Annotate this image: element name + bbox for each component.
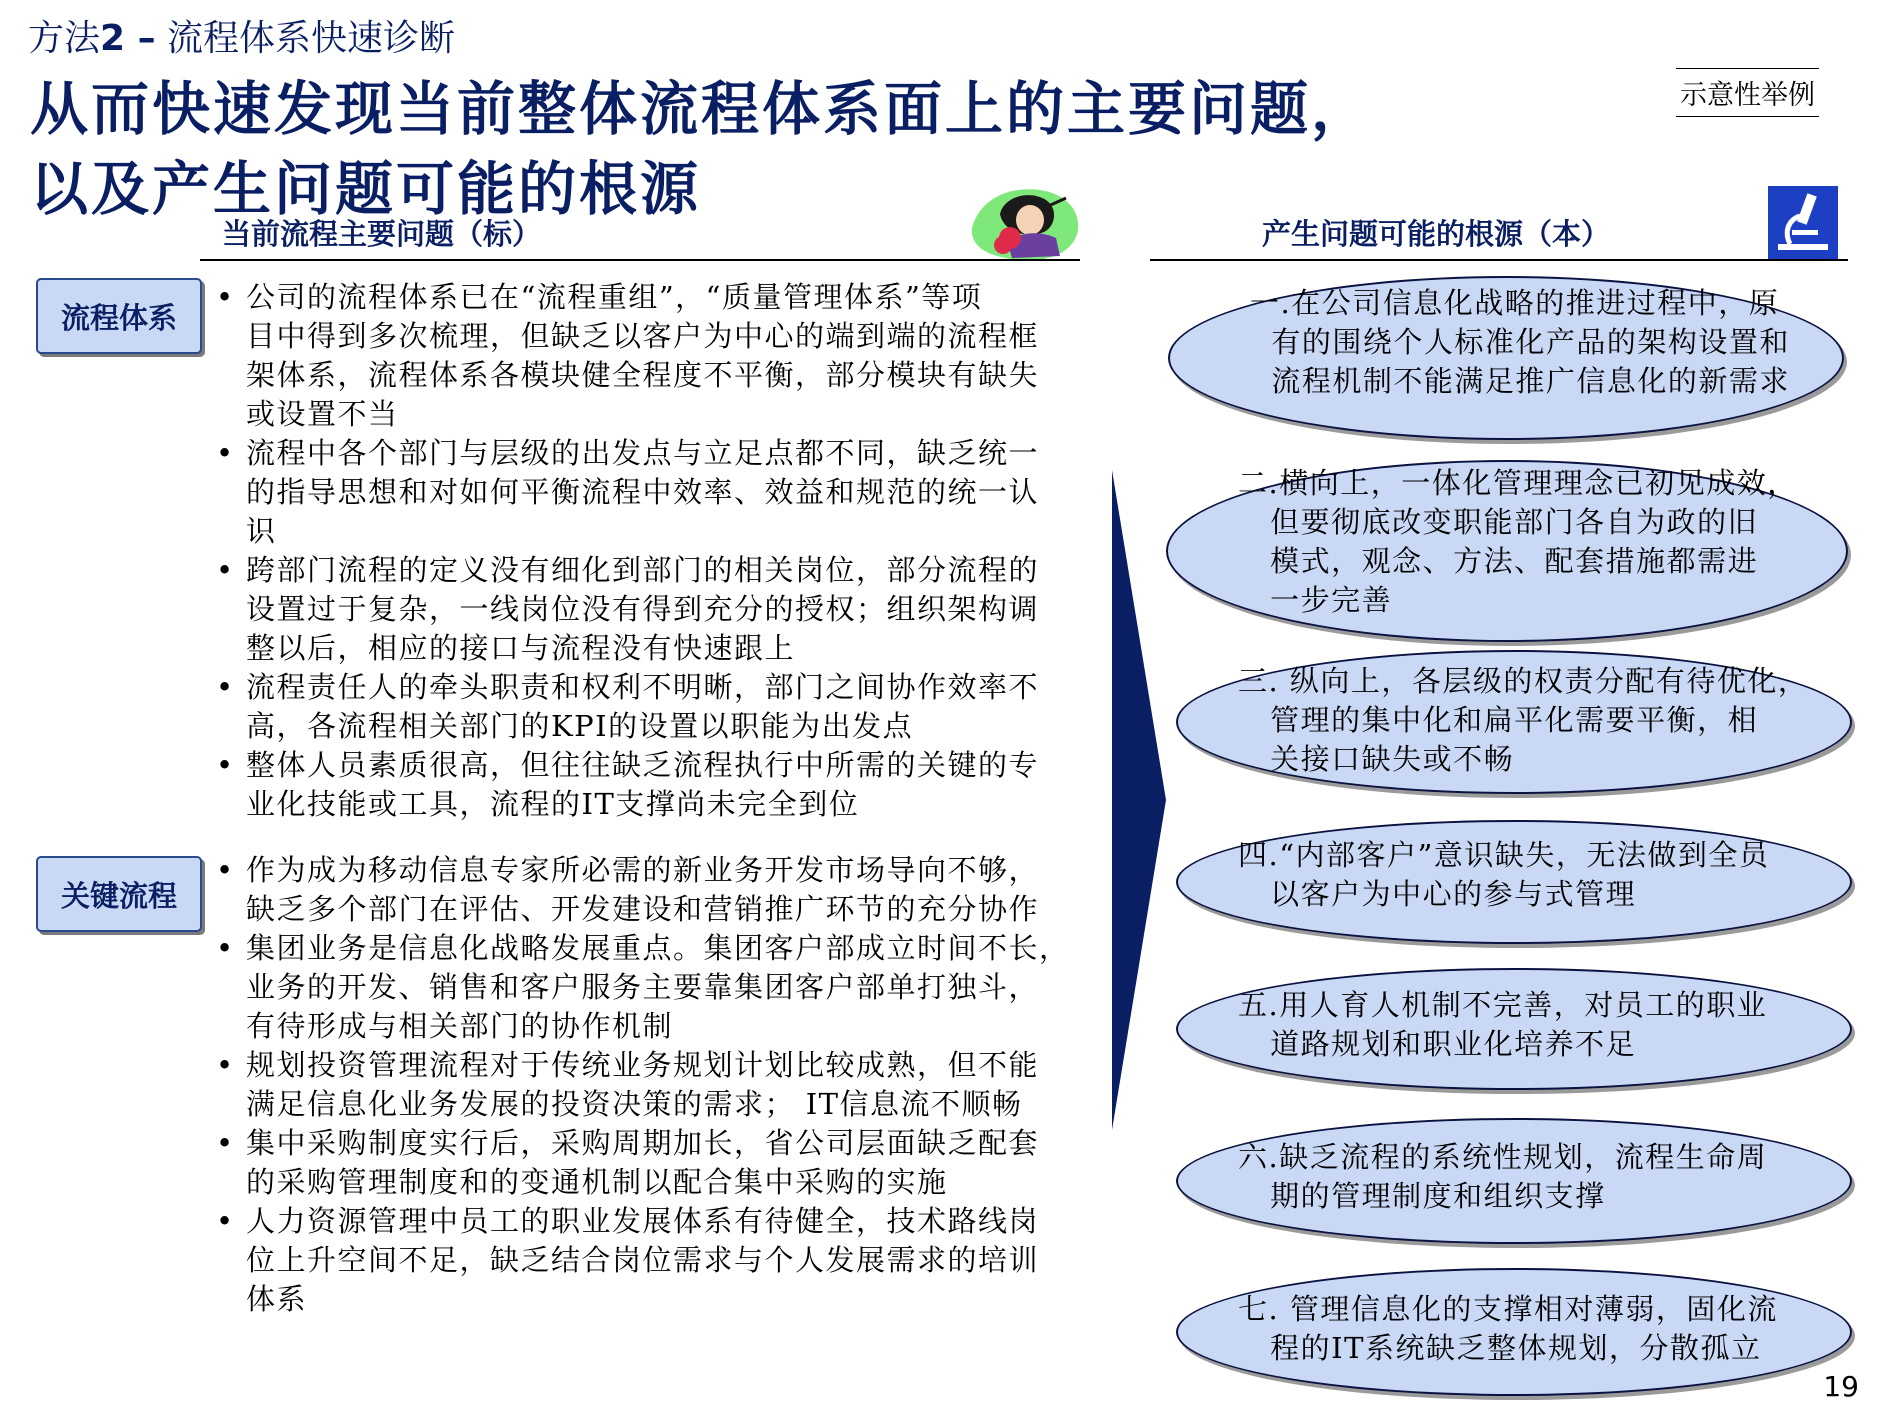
bullet-item: • 人力资源管理中员工的职业发展体系有待健全，技术路线岗 位上升空间不足，缺乏结合岗位需求与个人发展需求的培训 体系 <box>208 1202 1108 1319</box>
right-arrow-chevron <box>1110 470 1170 1130</box>
bullet-item: • 集团业务是信息化战略发展重点。集团客户部成立时间不长， 业务的开发、销售和客户服务主要靠集团客户部单打独斗， 有待形成与相关部门的协作机制 <box>208 929 1108 1046</box>
key-process-bullets <box>208 851 1108 1319</box>
cause-text-3: 三. 纵向上，各层级的权责分配有待优化， 管理的集中化和扁平化需要平衡，相 关接口缺失或不畅 <box>1238 664 1809 776</box>
cause-text-4: 四.“内部客户”意识缺失，无法做到全员 以客户为中心的参与式管理 <box>1238 838 1770 911</box>
bullet-item: • 公司的流程体系已在“流程重组”，“质量管理体系”等项 目中得到多次梳理，但缺乏以客户为中心的端到端的流程框 架体系，流程体系各模块健全程度不平衡，部分模块有缺失 或设置不当 <box>208 278 1108 434</box>
microscope-icon <box>1768 186 1838 260</box>
illustrative-example-badge: 示意性举例 <box>1676 68 1819 117</box>
right-heading-underline <box>1150 259 1848 261</box>
bullet-item: • 集中采购制度实行后，采购周期加长，省公司层面缺乏配套 的采购管理制度和的变通机制以配合集中采购的实施 <box>208 1124 1108 1202</box>
bullet-item: • 流程中各个部门与层级的出发点与立足点都不同，缺乏统一 的指导思想和对如何平衡流程中效率、效益和规范的统一认 识 <box>208 434 1108 551</box>
current-problems-heading: 当前流程主要问题（标） <box>222 217 542 251</box>
page-title-line-2: 以及产生问题可能的根源 <box>30 155 702 223</box>
bullet-item: • 整体人员素质很高，但往往缺乏流程执行中所需的关键的专 业化技能或工具，流程的IT支撑尚未完全到位 <box>208 746 1108 824</box>
section-label-key-processes: 关键流程 <box>36 856 202 932</box>
root-causes-heading: 产生问题可能的根源（本） <box>1262 217 1611 251</box>
page-title-line-1: 从而快速发现当前整体流程体系面上的主要问题， <box>30 75 1373 143</box>
cause-text-6: 六.缺乏流程的系统性规划，流程生命周 期的管理制度和组织支撑 <box>1238 1140 1768 1213</box>
bullet-item: • 流程责任人的牵头职责和权利不明晰，部门之间协作效率不 高，各流程相关部门的KPI的设置以职能为出发点 <box>208 668 1108 746</box>
bullet-item: • 跨部门流程的定义没有细化到部门的相关岗位，部分流程的 设置过于复杂，一线岗位没有得到充分的授权；组织架构调 整以后，相应的接口与流程没有快速跟上 <box>208 551 1108 668</box>
bullet-item: • 作为成为移动信息专家所必需的新业务开发市场导向不够， 缺乏多个部门在评估、开发建设和营销推广环节的充分协作 <box>208 851 1108 929</box>
process-system-bullets <box>208 278 1108 824</box>
cause-text-7: 七. 管理信息化的支撑相对薄弱，固化流 程的IT系统缺乏整体规划，分散孤立 <box>1238 1292 1778 1365</box>
cause-text-5: 五.用人育人机制不完善，对员工的职业 道路规划和职业化培养不足 <box>1238 988 1768 1061</box>
left-heading-underline <box>200 259 1080 261</box>
method-subtitle: 方法2 – 流程体系快速诊断 <box>28 18 456 59</box>
cause-text-2: 二.横向上，一体化管理理念已初见成效， 但要彻底改变职能部门各自为政的旧 模式，观念、方法、配套措施都需进 一步完善 <box>1238 466 1798 617</box>
person-clipart-icon <box>970 178 1082 264</box>
cause-text-1: 一.在公司信息化战略的推进过程中，原 有的围绕个人标准化产品的架构设置和 流程机制不能满足推广信息化的新需求 <box>1250 286 1790 398</box>
bullet-item: • 规划投资管理流程对于传统业务规划计划比较成熟，但不能 满足信息化业务发展的投资决策的需求； IT信息流不顺畅 <box>208 1046 1108 1124</box>
page-number: 19 <box>1823 1370 1859 1403</box>
section-label-process-system: 流程体系 <box>36 278 202 354</box>
